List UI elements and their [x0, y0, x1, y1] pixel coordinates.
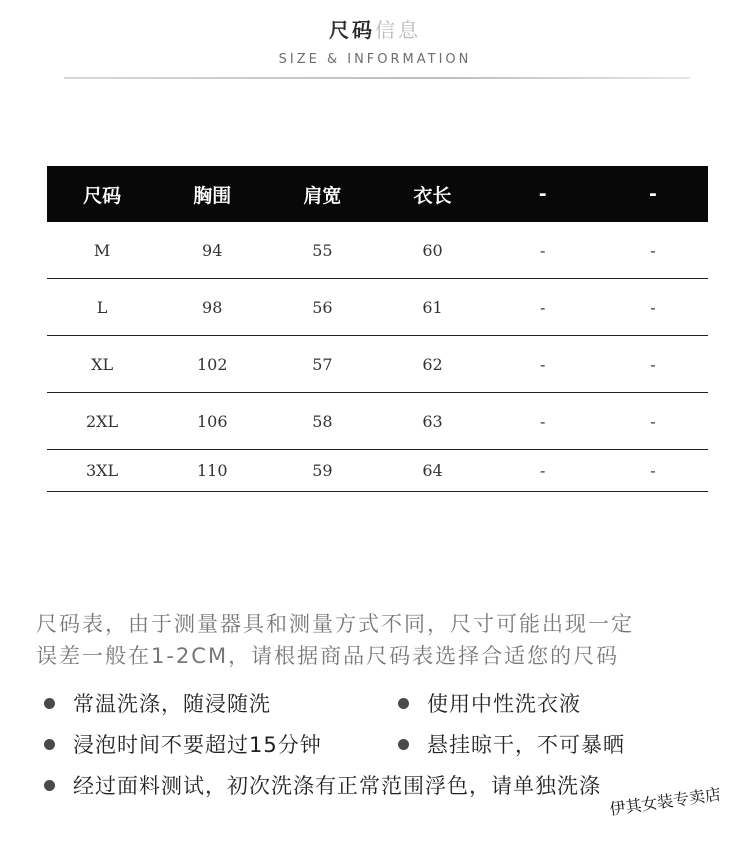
table-cell: 55 — [267, 222, 377, 279]
care-item — [398, 727, 625, 768]
header-divider — [64, 77, 690, 79]
care-instructions — [44, 686, 744, 809]
table-cell: 2XL — [47, 393, 157, 450]
size-note-line-1: 尺码表，由于测量器具和测量方式不同，尺寸可能出现一定 — [36, 612, 634, 636]
size-note-line-2: 误差一般在1-2CM，请根据商品尺码表选择合适您的尺码 — [36, 644, 620, 668]
table-row — [47, 336, 708, 393]
care-item-text: 浸泡时间不要超过15分钟 — [73, 733, 322, 757]
bullet-dot-icon — [398, 698, 409, 709]
table-cell: - — [488, 222, 598, 279]
table-cell: 60 — [377, 222, 487, 279]
table-row — [47, 222, 708, 279]
table-cell: 58 — [267, 393, 377, 450]
table-cell: XL — [47, 336, 157, 393]
table-cell: - — [598, 222, 708, 279]
column-header-chest: 胸围 — [193, 184, 232, 207]
page-title — [0, 14, 750, 46]
page-subtitle: SIZE & INFORMATION — [278, 52, 472, 67]
bullet-dot-icon — [44, 698, 55, 709]
size-table — [47, 166, 708, 492]
table-cell: 62 — [377, 336, 487, 393]
table-row — [47, 450, 708, 492]
care-item-text: 常温洗涤，随浸随洗 — [73, 692, 271, 716]
table-cell: 61 — [377, 279, 487, 336]
bullet-dot-icon — [44, 739, 55, 750]
header — [0, 14, 750, 67]
column-header-size: 尺码 — [83, 184, 122, 207]
care-item — [44, 727, 322, 768]
table-cell: - — [488, 393, 598, 450]
column-header-length: 衣长 — [413, 184, 452, 207]
bullet-dot-icon — [44, 780, 55, 791]
table-cell: 110 — [157, 450, 267, 492]
care-item — [398, 686, 581, 727]
table-cell: 57 — [267, 336, 377, 393]
table-cell: 98 — [157, 279, 267, 336]
table-cell: 59 — [267, 450, 377, 492]
title-bold: 尺码 — [329, 18, 375, 42]
care-item — [44, 686, 271, 727]
table-cell: M — [47, 222, 157, 279]
table-cell: L — [47, 279, 157, 336]
table-cell: - — [488, 336, 598, 393]
column-header-shoulder: 肩宽 — [303, 184, 342, 207]
table-cell: 64 — [377, 450, 487, 492]
size-notes — [36, 608, 726, 672]
table-cell: - — [598, 279, 708, 336]
care-item — [44, 768, 601, 809]
care-item-text: 经过面料测试，初次洗涤有正常范围浮色，请单独洗涤 — [73, 774, 601, 798]
column-header-blank-1: - — [538, 183, 547, 205]
table-cell: 63 — [377, 393, 487, 450]
table-cell: 94 — [157, 222, 267, 279]
table-cell: - — [488, 450, 598, 492]
table-cell: - — [598, 450, 708, 492]
care-item-text: 使用中性洗衣液 — [427, 692, 581, 716]
shop-watermark: 伊其女装专卖店 — [608, 784, 722, 819]
table-cell: 3XL — [47, 450, 157, 492]
care-item-text: 悬挂晾干，不可暴晒 — [427, 733, 625, 757]
care-row — [44, 686, 744, 727]
table-row — [47, 279, 708, 336]
table-cell: 102 — [157, 336, 267, 393]
table-row — [47, 393, 708, 450]
table-cell: - — [488, 279, 598, 336]
column-header-blank-2: - — [648, 183, 657, 205]
table-cell: - — [598, 393, 708, 450]
table-header-row — [47, 166, 708, 222]
table-cell: 56 — [267, 279, 377, 336]
table-cell: 106 — [157, 393, 267, 450]
care-row — [44, 727, 744, 768]
title-light: 信息 — [375, 18, 421, 42]
bullet-dot-icon — [398, 739, 409, 750]
table-cell: - — [598, 336, 708, 393]
